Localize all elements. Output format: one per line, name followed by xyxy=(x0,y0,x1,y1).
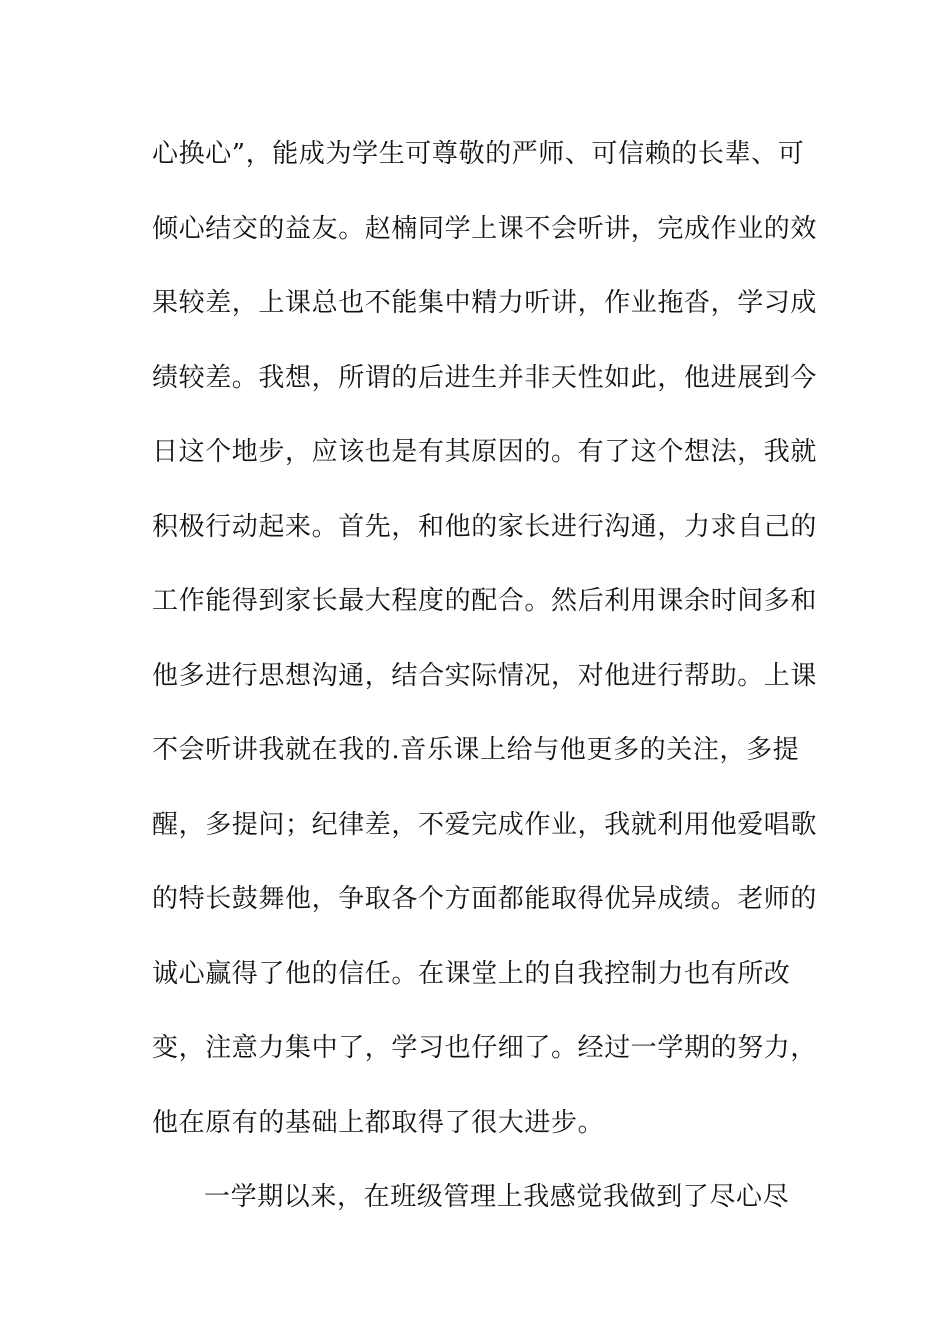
text-line: 他在原有的基础上都取得了很大进步。 xyxy=(152,1107,605,1138)
text-line: 工作能得到家长最大程度的配合。然后利用课余时间多和 xyxy=(152,586,818,616)
text-line: 他多进行思想沟通，结合实际情况，对他进行帮助。上课 xyxy=(152,660,818,691)
text-line: 倾心结交的益友。赵楠同学上课不会听讲，完成作业的效 xyxy=(152,213,818,244)
paragraph-first-line: 一学期以来，在班级管理上我感觉我做到了尽心尽 xyxy=(204,1182,790,1212)
document-body xyxy=(152,129,818,1247)
text-line: 积极行动起来。首先，和他的家长进行沟通，力求自己的 xyxy=(152,511,818,542)
text-line: 的特长鼓舞他，争取各个方面都能取得优异成绩。老师的 xyxy=(152,884,818,914)
text-line: 日这个地步，应该也是有其原因的。有了这个想法，我就 xyxy=(152,437,818,467)
text-line: 绩较差。我想，所谓的后进生并非天性如此，他进展到今 xyxy=(152,362,818,393)
text-line: 不会听讲我就在我的.音乐课上给与他更多的关注，多提 xyxy=(152,735,800,765)
text-line: 果较差，上课总也不能集中精力听讲，作业拖沓，学习成 xyxy=(152,288,818,318)
text-line: 心换心”，能成为学生可尊敬的严师、可信赖的长辈、可 xyxy=(152,139,805,169)
text-line: 诚心赢得了他的信任。在课堂上的自我控制力也有所改 xyxy=(152,958,791,989)
text-line: 醒，多提问；纪律差，不爱完成作业，我就利用他爱唱歌 xyxy=(152,809,818,840)
text-line: 变，注意力集中了，学习也仔细了。经过一学期的努力， xyxy=(152,1033,818,1063)
